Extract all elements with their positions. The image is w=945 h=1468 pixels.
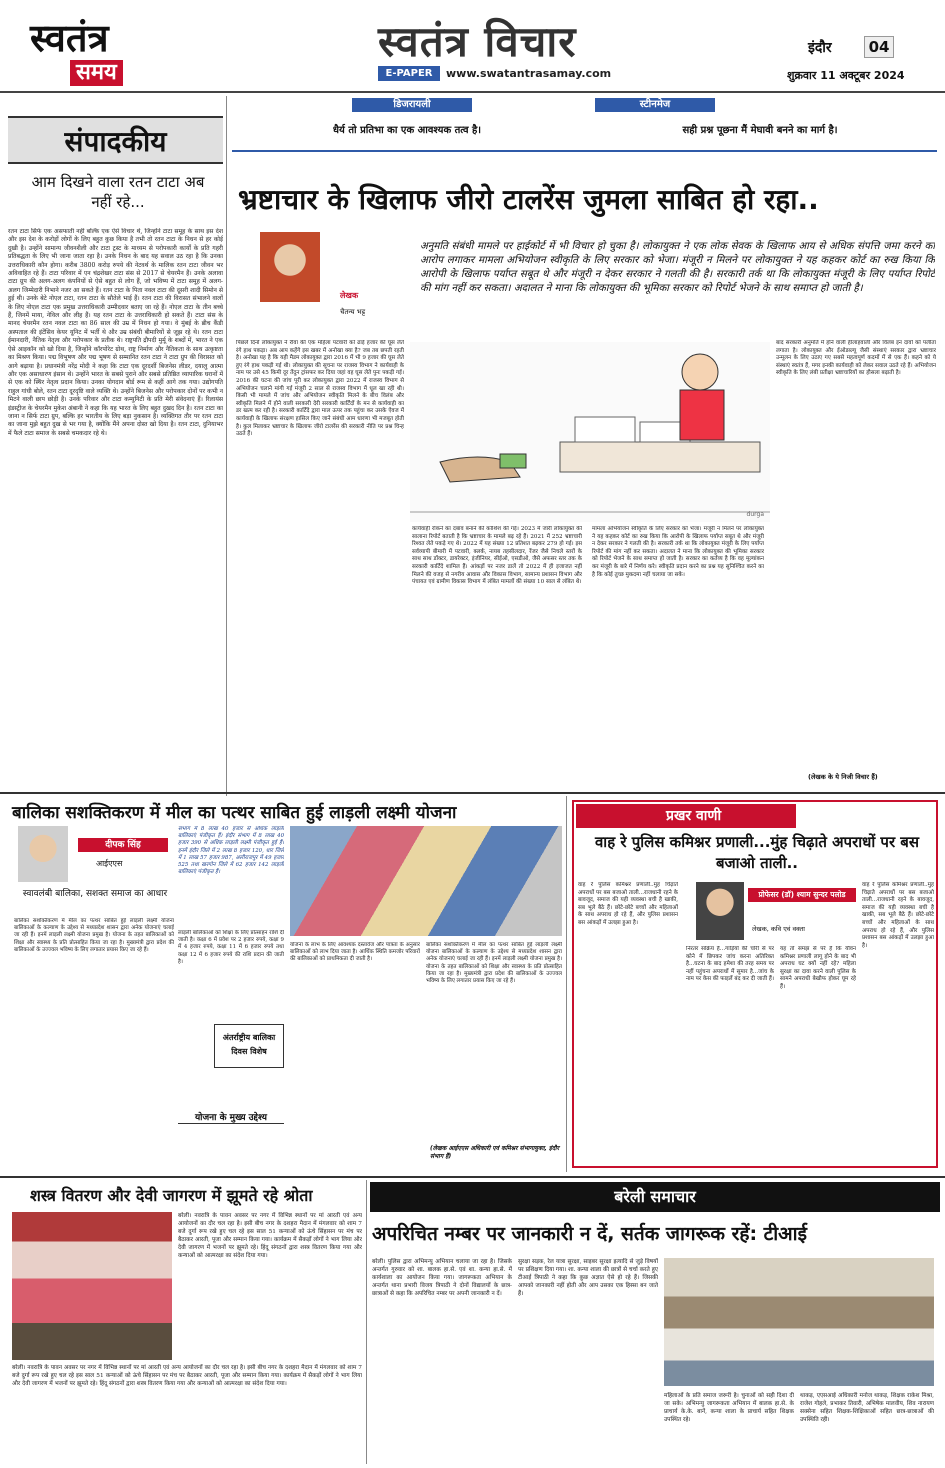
bareli-section-label: बरेली समाचार (614, 1187, 696, 1206)
prakhar-col-2: निरंतर सक्रिय है...गाड़ियों की चोरी से पर कोने में छिपकर जांच करना अतिरिक्त है...घटना के बाद हमेशा की तरह समय पर नहीं पहुंचना अपराधों में सुमार है...जांच के नाम पर केस की फाइलें बंद कर दी जाती हैं। (686, 946, 774, 983)
editorial-title: आम दिखने वाला रतन टाटा अब नहीं रहे... (31, 173, 205, 211)
quote-box-1 (232, 98, 582, 144)
main-deck: अनुमति संबंधी मामले पर हाईकोर्ट में भी विचार हो चुका है। लोकायुक्त ने एक लोक सेवक के खिलाफ आय से अधिक संपत्ति जमा करने का आरोप लगाकर मामला अभियोजन स्वीकृति के लिए सरकार को भेजा। मंजूरी न मिलने पर लोकायुक्त ने यह कहकर कोर्ट का रुख किया कि आरोपी के खिलाफ पर्याप्त सबूत थे और मंजूरी न देकर सरकार ने गलती की है। सरकारी तर्क था कि लोकायुक्त मंजूरी के लिए पर्याप्त रिपोर्ट की मांग नहीं कर सकता। अदालत ने माना कि लोकायुक्त की भूमिका सरकार को रिपोर्ट भेजने के साथ समाप्त हो जाती है। (420, 241, 935, 294)
quote-box-2 (590, 98, 930, 144)
editorial-section-label: संपादकीय (8, 116, 223, 164)
logo[interactable] (30, 18, 145, 88)
scheme-col-3: लाड़ली बालिकाओं को शिक्षा के लिए प्रोत्साहन राशि दी जाती है। कक्षा 6 में प्रवेश पर 2 हजार रुपये, कक्षा 9 में 4 हजार रुपये, कक्षा 11 में 6 हजार रुपये तथा कक्षा 12 में 6 हजार रुपये की राशि प्रदान की जाती है। (178, 930, 284, 965)
bareli-col-3: महिलाओं के प्रति समाज जरूरी है। चुनाओं को सही दिशा दी जा सके। अभिमन्यु जागरूकता अभियान में बालक हा.से. के प्राचार्य के.के. बानें, कन्या शाला के प्राचार्य सहित शिक्षक उपस्थित रहे। (664, 1393, 794, 1423)
quote-text-1: धैर्य तो प्रतिभा का एक आवश्यक तत्व है। (332, 125, 482, 136)
shastra-body: बरेली। नवरात्रि के पावन अवसर पर नगर में विभिन्न स्थानों पर मां आरती एवं अन्य आयोजनों का दौर चल रहा है। इसी बीच नगर के दशहरा मैदान में मंगलवार को शाम 7 बजे दुर्गा रूप रखे हुए चल रहे इस साल 51 कन्याओं को ऊंचे सिंहासन पर मंच पर बैठाकर आरती, पूजा और सम्मान किया गया। कार्यक्रम में सैकड़ों लोगों ने भाग लिया और देवी जागरण में भजनों पर झूमते रहे। हिंदू संगठनों द्वारा शस्त्र वितरण किया गया और कन्याओं को आत्मरक्षा का संदेश दिया गया। (178, 1213, 362, 1259)
author-name: चैतन्य भट्ट (340, 308, 366, 316)
quote-label-1: डिजरायली (352, 98, 472, 112)
bareli-section-bar (370, 1182, 940, 1212)
cartoon-credit: durga (746, 511, 764, 518)
epaper-label: E-PAPER (378, 66, 440, 81)
quote-divider (232, 150, 937, 152)
scheme-objectives-title: योजना के मुख्य उद्देश्य (178, 1110, 284, 1124)
prakhar-author-role: लेखक, कवि एवं वक्ता (752, 925, 805, 933)
bottom-divider (366, 1180, 367, 1464)
quote-text-2: सही प्रश्न पूछना मैं मेघावी बनने का मार्ग है। (682, 125, 838, 136)
scheme-photo (290, 826, 562, 936)
logo-top: स्वतंत्र (30, 16, 109, 60)
prakhar-section-label: प्रखर वाणी (576, 804, 796, 828)
prakhar-author-name: प्रोफेसर (डॉ) श्याम सुन्दर पलोड (748, 888, 856, 902)
website-link[interactable]: www.swatantrasamay.com (446, 67, 612, 80)
page-number: 04 (864, 36, 894, 58)
main-col-1: पिछले दिनों लोकायुक्त ने रीवा की एक महिला पटवारी को ढाई हजार की घूस लेते रंगे हाथ पकड़ा। अब आप कहेंगे इस खबर में अनोखा क्या है? जब तब छपती रहती है। अनोखा यह है कि यही मैडम लोकायुक्त द्वारा 2016 में भी 9 हजार की घूस लेते हुए रंगे हाथ पकड़ी गई थी। लोकायुक्त की सूचना पर राजस्व विभाग ने कार्यवाही के नाम पर उसे 45 किमी दूर तेंदुन ट्रांसफर कर दिया जहां वह घूस लेते पुनः पकड़ी गई। 2016 की घटना की जांच पूरी कर लोकायुक्त द्वारा 2022 में राजस्व विभाग से अभियोजन चलाने मांगी गई मंजूरी 2 साल से राजस्व विभाग में धूल खा रही थी। किसी भी मामले में जांच और अभियोजन स्वीकृति मिलने के बीच विलंब और स्वीकृति मिलने में होने वाली सरकारी देरी सरकारी कार्टिंदों के मन से कार्यवाही का डर खत्म कर रही है। सरकारी कार्टिंदे द्वारा माल ऊपर तक पहुंचा कर उसके ऐवज में कार्यवाही के खिलाफ संरक्षण हासिल किए जाने संबंधी आम धारणा भी मजबूत होती है। कुल मिलाकर भ्रष्टाचार के खिलाफ जीरो टालरेंस की सरकारी नीति पर प्रश्न चिन्ह उठते हैं। (236, 340, 404, 438)
scheme-author-name: दीपक सिंह (78, 838, 168, 852)
masthead (0, 0, 945, 92)
bareli-col-4: थाकड़, एएसआई अधिकारी मनोज थाकड़, शिक्षक राकेश मिश्रा, राजेश गोहले, प्रभाकर तिवारी, अभिषेक मालवीय, शिव नारायण सक्सेना सहित शिक्षक-शिक्षिकाओं सहित छात्र-छात्राओं की उपस्थिति रही। (800, 1393, 934, 1423)
quote-label-2: स्टीनमेज (595, 98, 715, 112)
author-card (240, 232, 390, 332)
scheme-headline: बालिका सशक्तिकरण में मील का पत्थर साबित हुई लाड़ली लक्ष्मी योजना (12, 803, 457, 823)
editorial-body: रतन टाटा सिर्फ एक असफाती नहीं बल्कि एक ऐसे विचार थे, जिन्होंने टाटा समूह के साथ इस देश और इस देश के करोड़ों लोगों के लिए बहुत कुछ किया है तभी तो रतन टाटा के निधन से हर कोई दुखी है। उन्होंने सामान्य जीवनशैली और टाटा ट्रस्ट के माध्यम से परोपकारी कार्यों के प्रति गहरी प्रतिबद्धता के लिए भी जाना जाता रहा है। उनके निधन के बाद यह सवाल उठ रहा है कि उनका उत्तराधिकारी कौन होगा। करीब 3800 करोड़ रुपये की नेटवर्थ के मालिक रतन टाटा जीवन भर अविवाहित रहे हैं। टाटा परिवार में एन चंद्रशेखर टाटा संस से 2017 से चेयरमैन हैं। उनके अलावा टाटा ग्रुप की अलग-अलग कंपनियों से ऐसे बहुत से लोग हैं, जो भविष्य में टाटा समूह में अलग-अलग जिम्मेदारी निभाने नजर आ सकते हैं। रतन टाटा के पिता नवल टाटा की दूसरी शादी सिमोन से हुई थी। उनके बेटे नोएल टाटा, रतन टाटा के सौतेले भाई हैं। रतन टाटा की विरासत संभालने वालों के लिए नोएल टाटा एक प्रमुख उत्तराधिकारी उम्मीदवार बताए जा रहे हैं। नोएल टाटा के तीन बच्चे हैं, जिनमें माया, नेविल और लीह हैं। यह रतन टाटा के उत्तराधिकारी हो सकते हैं। टाटा संस के मानद चेयरमैन रतन नवल टाटा का 86 साल की उम्र में निधन हो गया। वे मुंबई के ब्रीच कैंडी अस्पताल की इंटेंसिव केयर यूनिट में भर्ती थे और उम्र संबंधी बीमारियों से जूझ रहे थे। रतन टाटा ईमानदारी, नैतिक नेतृत्व और परोपकार के प्रतीक थे। राष्ट्रपति द्रौपदी मुर्मू के शब्दों में, भारत ने एक ऐसे आइकॉन को खो दिया है, जिन्होंने कॉरपोरेट ग्रोथ, राष्ट्र निर्माण और नैतिकता के साथ उत्कृष्टता का मिश्रण किया। पद्म विभूषण और पद्म भूषण से सम्मानित रतन टाटा ने टाटा ग्रुप की विरासत को आगे बढ़ाया है। प्रधानमंत्री नरेंद्र मोदी ने कहा कि टाटा एक दूरदर्शी बिजनेस लीडर, दयालु आत्मा और एक असाधारण इंसान थे। उन्होंने भारत के सबसे पुराने और सबसे प्रतिष्ठित व्यापारिक घरानों में से एक को स्थिर नेतृत्व प्रदान किया। उनका योगदान बोर्ड रूम से कहीं आगे तक गया। उद्योगपति राहुल गांधी बोले, रतन टाटा दूरदृष्टि वाले व्यक्ति थे। उन्होंने बिजनेस और परोपकार दोनों पर कभी न मिटने वाली छाप छोड़ी है। उनके परिवार और टाटा कम्युनिटी के प्रति मेरी संवेदनाएं हैं। रिलायंस इंडस्ट्रीज के चेयरमैन मुकेश अंबानी ने कहा कि यह भारत के लिए बहुत दुखद दिन है। रतन टाटा का जाना न सिर्फ टाटा ग्रुप, बल्कि हर भारतीय के लिए बड़ा नुकसान है। व्यक्तिगत तौर पर रतन टाटा का जाना मुझे बहुत दुख से भर गया है, क्योंकि मैंने अपना दोस्त खो दिया है। रतन टाटा, दुनियाभर में फैले टाटा समाज के सबसे चमकदार रहे थे। (8, 228, 223, 437)
issue-date: शुक्रवार 11 अक्टूबर 2024 (787, 69, 905, 82)
mid-divider (0, 792, 945, 794)
main-headline: भ्रष्टाचार के खिलाफ जीरो टालरेंस जुमला साबित हो रहा.. (238, 183, 819, 216)
left-column-divider (226, 96, 227, 796)
scheme-subhead: स्वावलंबी बालिका, सशक्त समाज का आधार (22, 889, 168, 899)
logo-bottom: समय (70, 60, 123, 86)
city-label: इंदौर (808, 40, 832, 56)
scheme-author-role: आईएएस (96, 859, 123, 868)
scheme-note: (लेखक आईएएस अधिकारी एवं कमिश्नर संभागायुक्त, इंदौर संभाग हैं) (430, 1145, 560, 1160)
prakhar-box (572, 800, 938, 1168)
scheme-author-photo (18, 826, 68, 882)
scheme-col-2: संभाग में 8 लाख 40 हजार से अधिक लाड़ली बालिकाएं पंजीकृत हैं। इंदौर संभाग में 8 लाख 40 हजार 390 से अधिक लाड़ली लक्ष्मी पंजीकृत हुई हैं। इनमें इंदौर जिले में 2 लाख 8 हजार 120, धार जिले में 1 लाख 57 हजार 987, अलीराजपुर में 49 हजार 525 तथा खरगोन जिले में 62 हजार 142 लाड़ली बालिकाएं पंजीकृत हैं। (178, 826, 284, 876)
main-col-4: बाद सरकारी अनुमति में होने वाली हीलाहवाली और विलंब इन दावों को पलीता लगाता है। लोकायुक्त और ईओडब्ल्यू जैसी संस्थाएं सरकार द्वारा भ्रष्टाचार उन्मूलन के लिए उठाए गए सबसे महत्वपूर्ण कदमों में से एक हैं। कहने को ये संस्थाएं स्वतंत्र हैं, मगर इनकी कार्यवाही को लेकर सवाल उठते रहे हैं। अभियोजन स्वीकृति के लिए लंबी प्रतीक्षा भ्रष्टाचारियों का हौसला बढ़ाती है। (776, 340, 936, 377)
bareli-col-1: बरेली। पुलिस द्वारा अभिमन्यु अभियान चलाया जा रहा है। जिसके अन्तर्गत गुरुवार को शा. बालक हा.से. एवं शा. कन्या हा.से. में कार्यशाला का आयोजन किया गया। जागरूकता अभियान के अन्तर्गत थाना प्रभारी विजय त्रिपाठी ने दोनों विद्यालयों के छात्र-छात्राओं से कहा कि अपरिचित नम्बर पर अपनी जानकारी न दें। (372, 1259, 512, 1297)
shastra-headline: शस्त्र वितरण और देवी जागरण में झूमते रहे श्रोता (30, 1186, 313, 1205)
main-col-3: मामला अभियोजन स्वीकृति के लिए सरकार को भेजा। मंजूरी न मिलने पर लोकायुक्त ने यह कहकर कोर्ट का रुख किया कि आरोपी के खिलाफ पर्याप्त सबूत थे और मंजूरी न देकर सरकार ने गलती की है। सरकारी तर्क था कि लोकायुक्त मंजूरी के लिए पर्याप्त रिपोर्ट की मांग नहीं कर सकता। अदालत ने माना कि लोकायुक्त की भूमिका सरकार को रिपोर्ट भेजने के साथ समाप्त हो जाती है। सरकार का कर्तव्य है कि वह मूल्यांकन कर मंजूरी के बारे में निर्णय करे। स्वीकृति प्रदान करने का प्रश्न यह सुनिश्चित करने का है कि कोई तुच्छ मुकदमा नहीं चलाया जा सके। (592, 526, 764, 578)
author-label: लेखक (340, 291, 359, 300)
scheme-box-title: अंतर्राष्ट्रीय बालिका दिवस विशेष (222, 1033, 276, 1056)
scheme-box (214, 1024, 284, 1068)
author-photo (260, 232, 320, 302)
main-col-2: कार्यवाही रोकने का दबाव बनाने की कोशिश की गई। 2023 में जारी लोकायुक्त की सालाना रिपोर्ट बताती है कि भ्रष्टाचार के मामले बढ़ रहे हैं। 2021 में 252 भ्रष्टाचारी रिश्वत लेते पकड़े गए थे। 2022 में यह संख्या 12 प्रतिशत बढ़कर 279 हो गई। इस सर्वव्यापी बीमारी में पटवारी, क्लर्क, नायब तहसीलदार, रेंजर जैसे निचले स्तरों के साथ साथ डॉक्टर, डायरेक्टर, इंजीनियर, सीईओ, एसडीओ, जैसे अफसर स्तर तक के सरकारी कार्टिंदे शामिल हैं। आंकड़ों पर नजर डालें तो 2022 में ही इजाजत नहीं मिलने की वजह से नगरीय आवास और विकास विभाग, सामान्य प्रशासन विभाग और पंचायत एवं ग्रामीण विकास विभाग में लंबित मामलों की संख्या 10 साल से लंबित थे। (412, 526, 582, 586)
bareli-col-2: सुरक्षा सड़क, रेल यात्रा सुरक्षा, साइबर सुरक्षा इत्यादि से जुड़े विषयों पर प्रशिक्षण दिया गया। शा. कन्या शाला की छात्रों से चर्चा करते हुए टीआई त्रिपाठी ने कहा कि कुछ अज्ञात ऐसे हो रहे हैं। जिसकी आपको जानकारी नहीं होती और आप उसका एक हिस्सा बन जाते हैं। (518, 1259, 658, 1297)
bareli-photo (664, 1258, 934, 1386)
scheme-col-4: योजना के लाभ के लिए आवश्यक दस्तावेज और पात्रता के अनुसार बालिकाओं को लाभ दिया जाता है। आर्थिक स्थिति कमजोर परिवारों की बालिकाओं को प्राथमिकता दी जाती है। (290, 942, 420, 963)
scheme-author-card (18, 826, 173, 886)
prakhar-col-4: वाह रे पुलिस कमिश्नर प्रणाली..मुंह चिढ़ाते अपराधों पर बस बजाओ ताली...राजधानी रहने के बावजूद, समाज की यही व्यवस्था बची है खाकी, सब भूले बैठे हैं। छोटे-छोटे बच्चों और महिलाओं के साथ अपराध हो रहे हैं, और पुलिस प्रशासन बस आंकड़ों में उलझा हुआ है। (862, 882, 934, 949)
prakhar-col-1: वाह रे पुलिस कमिश्नर प्रणाली..मुंह चिढ़ाते अपराधों पर बस बजाओ ताली...राजधानी रहने के बावजूद, समाज की यही व्यवस्था बची है खाकी, सब भूले बैठे हैं। छोटे-छोटे बच्चों और महिलाओं के साथ अपराध हो रहे हैं, और पुलिस प्रशासन बस आंकड़ों में उलझा हुआ है। (578, 882, 678, 926)
main-note: (लेखक के ये निजी विचार हैं) (808, 773, 878, 781)
shastra-body-bottom: बरेली। नवरात्रि के पावन अवसर पर नगर में विभिन्न स्थानों पर मां आरती एवं अन्य आयोजनों का दौर चल रहा है। इसी बीच नगर के दशहरा मैदान में मंगलवार को शाम 7 बजे दुर्गा रूप रखे हुए चल रहे इस साल 51 कन्याओं को ऊंचे सिंहासन पर मंच पर बैठाकर आरती, पूजा और सम्मान किया गया। कार्यक्रम में सैकड़ों लोगों ने भाग लिया और देवी जागरण में भजनों पर झूमते रहे। हिंदू संगठनों द्वारा शस्त्र वितरण किया गया और कन्याओं को आत्मरक्षा का संदेश दिया गया। (12, 1365, 362, 1387)
scheme-col-5: बालिका सशक्तिकरण में मील का पत्थर साबित हुई लाड़ली लक्ष्मी योजना बालिकाओं के कल्याण के उद्देश्य से मध्यप्रदेश शासन द्वारा अनेक योजनाएं चलाई जा रही हैं। इनमें लाड़ली लक्ष्मी योजना प्रमुख है। योजना के तहत बालिकाओं को शिक्षा और स्वास्थ्य के प्रति प्रोत्साहित किया जा रहा है। मुख्यमंत्री द्वारा प्रदेश की बालिकाओं के उज्ज्वल भविष्य के लिए लगातार प्रयास किए जा रहे हैं। (426, 942, 562, 985)
page-title: स्वतंत्र विचार (378, 17, 577, 66)
bareli-headline: अपरिचित नम्बर पर जानकारी न दें, सर्तक जागरूक रहें: टीआई (372, 1223, 807, 1245)
prakhar-author-card (686, 882, 858, 942)
masthead-divider (0, 91, 945, 93)
scheme-divider (566, 796, 567, 1172)
prakhar-col-3: यह तो समझ से परे है कि यौवन कमिश्नर प्रणाली लागू होने के बाद भी अपराध घट क्यों नहीं रहे? महिला सुरक्षा का दावा करने वाली पुलिस के सामने अपराधी बेखौफ होकर घूम रहे हैं। (780, 946, 856, 990)
cartoon-illustration (410, 342, 770, 522)
lower-divider (0, 1176, 945, 1178)
cartoon-svg (410, 342, 770, 522)
prakhar-headline: वाह रे पुलिस कमिश्नर प्रणाली...मुंह चिढ़ाते अपराधों पर बस बजाओ ताली.. (594, 833, 920, 872)
scheme-col-1: बालिका सशक्तिकरण में मील का पत्थर साबित हुई लाड़ली लक्ष्मी योजना बालिकाओं के कल्याण के उद्देश्य से मध्यप्रदेश शासन द्वारा अनेक योजनाएं चलाई जा रही हैं। इनमें लाड़ली लक्ष्मी योजना प्रमुख है। योजना के तहत बालिकाओं को शिक्षा और स्वास्थ्य के प्रति प्रोत्साहित किया जा रहा है। मुख्यमंत्री द्वारा प्रदेश की बालिकाओं के उज्ज्वल भविष्य के लिए लगातार प्रयास किए जा रहे हैं। (14, 918, 174, 953)
prakhar-author-photo (696, 882, 744, 940)
editorial-column (8, 98, 223, 788)
